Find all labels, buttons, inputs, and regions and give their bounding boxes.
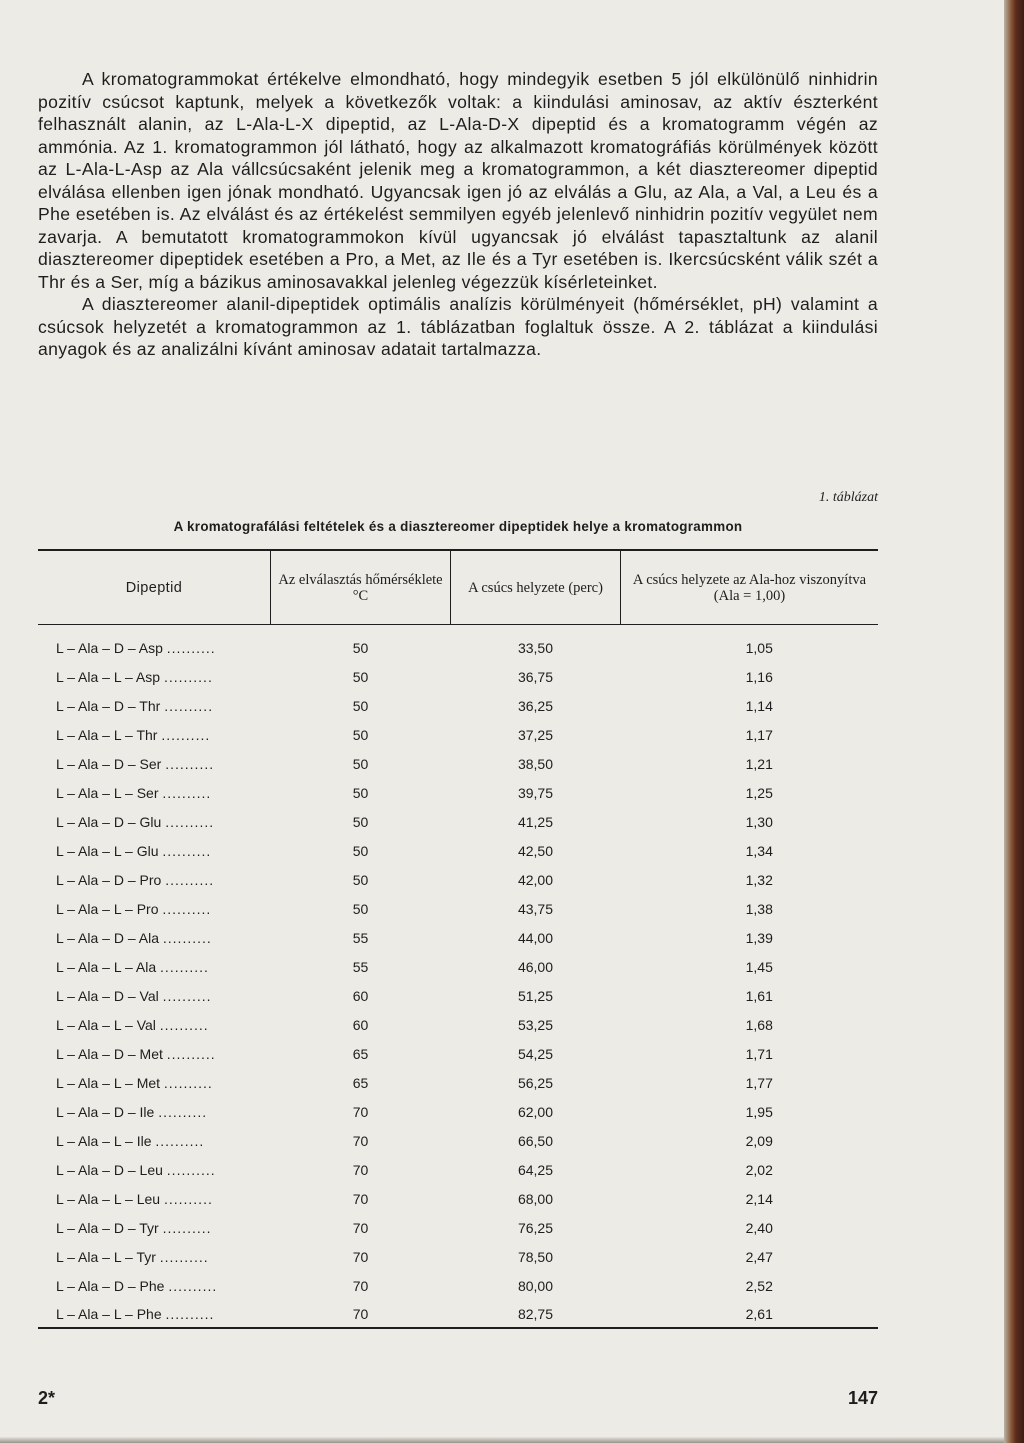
cell-temperature: 50	[352, 784, 369, 801]
cell-temperature: 70	[352, 1305, 369, 1322]
cell-dipeptide	[38, 1126, 271, 1155]
cell-peak-position: 80,00	[517, 1277, 554, 1294]
cell-temperature: 50	[352, 668, 369, 685]
cell-relative-position: 1,05	[745, 639, 773, 656]
table-row	[38, 1300, 878, 1328]
table-row	[38, 662, 878, 691]
dot-leader: ..........	[165, 813, 215, 830]
cell-temperature: 50	[352, 755, 369, 772]
cell-peak-position: 43,75	[517, 900, 554, 917]
dot-leader: ..........	[161, 726, 211, 743]
cell-peak-position: 36,75	[517, 668, 554, 685]
cell-temperature: 65	[352, 1074, 369, 1091]
cell-dipeptide	[38, 662, 271, 691]
table-row	[38, 1155, 878, 1184]
cell-dipeptide	[38, 1213, 271, 1242]
dipeptide-name: L – Ala – D – Val	[56, 987, 159, 1004]
dot-leader: ..........	[155, 1132, 205, 1149]
cell-peak-position: 56,25	[517, 1074, 554, 1091]
table-row	[38, 952, 878, 981]
header-relative-position: A csúcs helyzete az Ala-hoz viszonyítva (Ala = 1,00)	[621, 550, 879, 625]
dot-leader: ..........	[159, 1016, 209, 1033]
table-row	[38, 865, 878, 894]
dot-leader: ..........	[165, 1305, 215, 1322]
cell-peak-position: 36,25	[517, 697, 554, 714]
cell-dipeptide	[38, 1039, 271, 1068]
dipeptide-name: L – Ala – D – Met	[56, 1045, 163, 1062]
dot-leader: ..........	[162, 784, 212, 801]
cell-temperature: 50	[352, 726, 369, 743]
table-row	[38, 1126, 878, 1155]
cell-relative-position: 1,30	[745, 813, 773, 830]
cell-relative-position: 1,16	[745, 668, 773, 685]
signature-mark: 2*	[38, 1388, 56, 1408]
dot-leader: ..........	[160, 958, 209, 975]
cell-dipeptide	[38, 1271, 271, 1300]
cell-temperature: 70	[352, 1132, 369, 1149]
cell-dipeptide	[38, 720, 271, 749]
cell-peak-position: 54,25	[517, 1045, 554, 1062]
dot-leader: ..........	[163, 1074, 213, 1091]
paragraph-1: A kromatogrammokat értékelve elmondható, hogy mindegyik esetben 5 jól elkülönülő ninhidrin pozitív csúcsot kaptunk, melyek a következők voltak: a kiindulási aminosav, az aktív észterként felhasznált alanin, az L-Ala-L-X dipeptid, az L-Ala-D-X dipeptid és a kromatogramm végén az ammónia. Az 1. kromatogrammon jól látható, hogy az alkalmazott kromatográfiás körülmények között az L-Ala-L-Asp az Ala vállcsúcsaként jelenik meg a kromatogrammon, a két diasztereomer dipeptid elválása ellenben igen jónak mondható. Ugyancsak igen jó az elválás a Glu, az Ala, a Val, a Leu és a Phe esetében is. Az elválást és az értékelést semmilyen egyéb jelenlevő ninhidrin pozitív vegyület nem zavarja. A bemutatott kromatogrammokon kívül ugyancsak jó elválást tapasztaltunk az alanil diasztereomer dipeptidek esetében a Pro, a Met, az Ile és a Tyr esetében is. Ikercsúcsként válik szét a Thr és a Ser, míg a bázikus aminosavakkal jelenleg végezzük kísérleteinket.	[38, 69, 878, 292]
dipeptide-name: L – Ala – D – Ser	[56, 755, 162, 772]
cell-peak-position: 42,50	[517, 842, 554, 859]
cell-relative-position: 2,40	[745, 1219, 773, 1236]
dipeptide-name: L – Ala – L – Tyr	[56, 1248, 156, 1265]
body-text	[38, 68, 878, 361]
cell-relative-position: 1,39	[745, 929, 773, 946]
dipeptide-name: L – Ala – L – Pro	[56, 900, 159, 917]
cell-relative-position: 1,32	[745, 871, 773, 888]
cell-peak-position: 53,25	[517, 1016, 554, 1033]
cell-temperature: 65	[352, 1045, 369, 1062]
dipeptide-name: L – Ala – D – Pro	[56, 871, 162, 888]
cell-temperature: 70	[352, 1161, 369, 1178]
cell-temperature: 55	[352, 958, 369, 975]
cell-peak-position: 38,50	[517, 755, 554, 772]
cell-temperature: 55	[352, 929, 369, 946]
dipeptide-name: L – Ala – L – Met	[56, 1074, 161, 1091]
cell-relative-position: 2,52	[745, 1277, 773, 1294]
cell-dipeptide	[38, 1068, 271, 1097]
dot-leader: ..........	[162, 900, 212, 917]
cell-dipeptide	[38, 625, 271, 663]
paragraph-2: A diasztereomer alanil-dipeptidek optimális analízis körülményeit (hőmérséklet, pH) valamint a csúcsok helyzetét a kromatogrammon az 1. táblázatban foglaltuk össze. A 2. táblázat a kiindulási anyagok és az analizálni kívánt aminosav adatait tartalmazza.	[38, 294, 878, 359]
cell-peak-position: 64,25	[517, 1161, 554, 1178]
cell-peak-position: 78,50	[517, 1248, 554, 1265]
table-row	[38, 691, 878, 720]
dot-leader: ..........	[162, 842, 212, 859]
cell-dipeptide	[38, 894, 271, 923]
dipeptide-name: L – Ala – L – Val	[56, 1016, 156, 1033]
cell-relative-position: 2,14	[745, 1190, 773, 1207]
cell-temperature: 50	[352, 842, 369, 859]
cell-peak-position: 66,50	[517, 1132, 554, 1149]
cell-relative-position: 2,09	[745, 1132, 773, 1149]
dot-leader: ..........	[162, 1219, 212, 1236]
book-spine	[1004, 0, 1024, 1443]
dipeptide-name: L – Ala – D – Glu	[56, 813, 162, 830]
dot-leader: ..........	[166, 1161, 216, 1178]
table-row	[38, 1010, 878, 1039]
table-row	[38, 1213, 878, 1242]
cell-relative-position: 1,71	[745, 1045, 773, 1062]
dipeptide-name: L – Ala – L – Asp	[56, 668, 161, 685]
table-row	[38, 1271, 878, 1300]
table-row	[38, 1068, 878, 1097]
cell-temperature: 50	[352, 639, 369, 656]
dot-leader: ..........	[162, 987, 212, 1004]
dipeptide-name: L – Ala – L – Phe	[56, 1305, 162, 1322]
cell-relative-position: 1,34	[745, 842, 773, 859]
dot-leader: ..........	[168, 1277, 218, 1294]
table-row	[38, 807, 878, 836]
dipeptide-name: L – Ala – D – Tyr	[56, 1219, 159, 1236]
chromatography-table	[38, 549, 878, 1329]
cell-peak-position: 51,25	[517, 987, 554, 1004]
page-bottom-edge	[0, 1437, 1004, 1443]
dipeptide-name: L – Ala – L – Glu	[56, 842, 159, 859]
cell-peak-position: 33,50	[517, 639, 554, 656]
cell-temperature: 50	[352, 900, 369, 917]
cell-temperature: 70	[352, 1219, 369, 1236]
cell-relative-position: 2,02	[745, 1161, 773, 1178]
dot-leader: ..........	[159, 1248, 209, 1265]
dot-leader: ..........	[163, 1190, 213, 1207]
cell-temperature: 60	[352, 1016, 369, 1033]
cell-dipeptide	[38, 807, 271, 836]
dipeptide-name: L – Ala – L – Ile	[56, 1132, 152, 1149]
cell-relative-position: 1,61	[745, 987, 773, 1004]
dipeptide-name: L – Ala – D – Ala	[56, 929, 159, 946]
cell-dipeptide	[38, 1300, 271, 1328]
dot-leader: ..........	[165, 755, 215, 772]
cell-relative-position: 1,68	[745, 1016, 773, 1033]
cell-dipeptide	[38, 836, 271, 865]
cell-temperature: 50	[352, 813, 369, 830]
cell-dipeptide	[38, 691, 271, 720]
cell-temperature: 50	[352, 697, 369, 714]
cell-relative-position: 1,17	[745, 726, 773, 743]
table-row	[38, 720, 878, 749]
dipeptide-name: L – Ala – L – Thr	[56, 726, 158, 743]
dot-leader: ..........	[164, 697, 214, 714]
table-row	[38, 894, 878, 923]
cell-peak-position: 76,25	[517, 1219, 554, 1236]
table-row	[38, 1242, 878, 1271]
cell-dipeptide	[38, 1010, 271, 1039]
cell-relative-position: 1,14	[745, 697, 773, 714]
cell-dipeptide	[38, 923, 271, 952]
cell-dipeptide	[38, 865, 271, 894]
cell-peak-position: 82,75	[517, 1305, 554, 1322]
cell-relative-position: 1,45	[745, 958, 773, 975]
dipeptide-name: L – Ala – D – Phe	[56, 1277, 165, 1294]
dot-leader: ..........	[158, 1103, 208, 1120]
table-row	[38, 1097, 878, 1126]
cell-relative-position: 2,47	[745, 1248, 773, 1265]
cell-dipeptide	[38, 1184, 271, 1213]
cell-relative-position: 1,95	[745, 1103, 773, 1120]
cell-dipeptide	[38, 952, 271, 981]
cell-dipeptide	[38, 981, 271, 1010]
cell-peak-position: 41,25	[517, 813, 554, 830]
cell-dipeptide	[38, 778, 271, 807]
dipeptide-name: L – Ala – D – Ile	[56, 1103, 155, 1120]
header-temperature: Az elválasztás hőmérséklete °C	[271, 550, 451, 625]
table-header-row	[38, 550, 878, 625]
cell-temperature: 60	[352, 987, 369, 1004]
dipeptide-name: L – Ala – L – Ala	[56, 958, 157, 975]
cell-peak-position: 46,00	[517, 958, 554, 975]
table-row	[38, 749, 878, 778]
dipeptide-name: L – Ala – D – Leu	[56, 1161, 163, 1178]
cell-peak-position: 68,00	[517, 1190, 554, 1207]
cell-relative-position: 1,38	[745, 900, 773, 917]
dot-leader: ..........	[162, 929, 212, 946]
dot-leader: ..........	[165, 871, 215, 888]
cell-peak-position: 62,00	[517, 1103, 554, 1120]
dipeptide-name: L – Ala – D – Thr	[56, 697, 161, 714]
table-title: A kromatografálási feltételek és a diasztereomer dipeptidek helye a kromatogrammon	[173, 519, 743, 534]
cell-peak-position: 42,00	[517, 871, 554, 888]
dot-leader: ..........	[166, 1045, 216, 1062]
dot-leader: ..........	[163, 668, 213, 685]
dipeptide-name: L – Ala – D – Asp	[56, 639, 163, 656]
dipeptide-name: L – Ala – L – Ser	[56, 784, 159, 801]
table-row	[38, 625, 878, 663]
table-row	[38, 1184, 878, 1213]
cell-temperature: 70	[352, 1248, 369, 1265]
dipeptide-name: L – Ala – L – Leu	[56, 1190, 161, 1207]
cell-relative-position: 1,77	[745, 1074, 773, 1091]
table-number: 1. táblázat	[818, 490, 878, 505]
cell-dipeptide	[38, 1097, 271, 1126]
table-body	[38, 625, 878, 1329]
page-number: 147	[847, 1388, 878, 1408]
table-row	[38, 981, 878, 1010]
header-peak-position: A csúcs helyzete (perc)	[451, 550, 621, 625]
cell-temperature: 50	[352, 871, 369, 888]
cell-peak-position: 39,75	[517, 784, 554, 801]
cell-relative-position: 1,21	[745, 755, 773, 772]
table-row	[38, 778, 878, 807]
cell-dipeptide	[38, 749, 271, 778]
cell-relative-position: 2,61	[745, 1305, 773, 1322]
cell-temperature: 70	[352, 1190, 369, 1207]
cell-peak-position: 44,00	[517, 929, 554, 946]
header-dipeptide: Dipeptid	[38, 550, 271, 625]
cell-peak-position: 37,25	[517, 726, 554, 743]
table-row	[38, 1039, 878, 1068]
cell-temperature: 70	[352, 1277, 369, 1294]
cell-temperature: 70	[352, 1103, 369, 1120]
cell-dipeptide	[38, 1155, 271, 1184]
cell-dipeptide	[38, 1242, 271, 1271]
table-row	[38, 836, 878, 865]
cell-relative-position: 1,25	[745, 784, 773, 801]
dot-leader: ..........	[166, 639, 216, 656]
table-row	[38, 923, 878, 952]
